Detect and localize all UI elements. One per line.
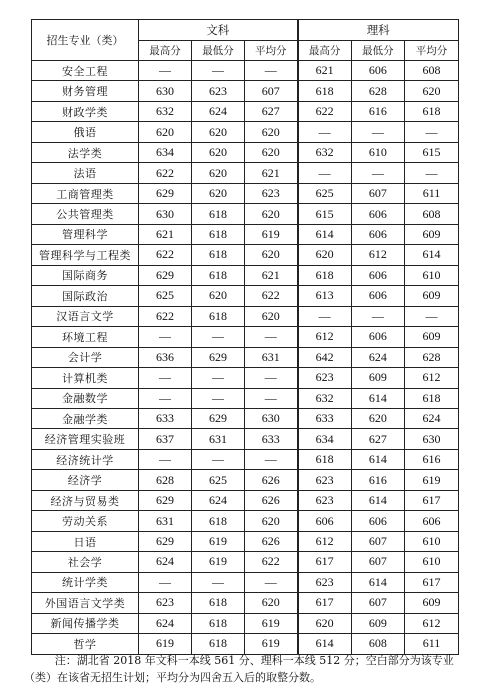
science-max-cell: 623: [298, 368, 352, 388]
science-min-cell: 616: [351, 101, 405, 121]
major-name-cell: 管理科学: [32, 224, 139, 244]
table-row: [32, 81, 459, 101]
arts-min-cell: —: [192, 368, 245, 388]
science-max-cell: 618: [298, 449, 352, 469]
science-min-cell: 620: [351, 408, 405, 428]
table-row: [32, 593, 459, 613]
major-name-cell: 社会学: [32, 552, 139, 572]
arts-max-cell: 622: [139, 163, 192, 183]
arts-min-cell: —: [192, 449, 245, 469]
arts-avg-cell: 620: [245, 245, 298, 265]
table-row: [32, 368, 459, 388]
arts-max-cell: 630: [139, 204, 192, 224]
science-avg-cell: 617: [405, 572, 459, 592]
science-max-cell: 618: [298, 81, 352, 101]
science-max-cell: 620: [298, 613, 352, 633]
arts-max-cell: 632: [139, 101, 192, 121]
science-avg-header: 平均分: [405, 40, 459, 61]
major-name-cell: 金融学类: [32, 408, 139, 428]
science-max-cell: 642: [298, 347, 352, 367]
arts-min-cell: 624: [192, 490, 245, 510]
arts-min-cell: 618: [192, 613, 245, 633]
major-name-cell: 哲学: [32, 634, 139, 654]
arts-min-cell: 618: [192, 224, 245, 244]
arts-avg-cell: —: [245, 572, 298, 592]
science-max-cell: 618: [298, 265, 352, 285]
arts-max-cell: 636: [139, 347, 192, 367]
major-name-cell: 统计学类: [32, 572, 139, 592]
arts-min-cell: 620: [192, 142, 245, 162]
science-avg-cell: 612: [405, 613, 459, 633]
arts-avg-cell: —: [245, 388, 298, 408]
arts-avg-cell: 620: [245, 204, 298, 224]
science-avg-cell: 628: [405, 347, 459, 367]
science-avg-cell: 608: [405, 204, 459, 224]
science-max-cell: 612: [298, 327, 352, 347]
arts-max-cell: 629: [139, 531, 192, 551]
arts-max-cell: 622: [139, 306, 192, 326]
science-min-cell: 612: [351, 245, 405, 265]
science-avg-cell: 630: [405, 429, 459, 449]
science-min-cell: 610: [351, 142, 405, 162]
arts-min-cell: 618: [192, 634, 245, 654]
science-max-cell: 623: [298, 490, 352, 510]
science-min-cell: —: [351, 163, 405, 183]
arts-avg-cell: 620: [245, 306, 298, 326]
arts-min-cell: 631: [192, 429, 245, 449]
arts-avg-cell: 607: [245, 81, 298, 101]
major-name-cell: 法语: [32, 163, 139, 183]
science-avg-cell: —: [405, 306, 459, 326]
science-avg-cell: —: [405, 122, 459, 142]
arts-avg-cell: —: [245, 61, 298, 81]
arts-avg-cell: 620: [245, 142, 298, 162]
table-row: [32, 531, 459, 551]
science-min-cell: 606: [351, 204, 405, 224]
science-avg-cell: 618: [405, 388, 459, 408]
science-min-cell: 608: [351, 634, 405, 654]
arts-max-cell: 624: [139, 613, 192, 633]
science-max-cell: 632: [298, 388, 352, 408]
science-min-cell: 607: [351, 593, 405, 613]
arts-min-cell: 618: [192, 204, 245, 224]
science-avg-cell: 608: [405, 61, 459, 81]
arts-min-cell: 620: [192, 286, 245, 306]
science-min-cell: 607: [351, 531, 405, 551]
science-min-cell: 614: [351, 388, 405, 408]
arts-max-cell: —: [139, 388, 192, 408]
arts-max-cell: 619: [139, 634, 192, 654]
science-max-cell: 614: [298, 224, 352, 244]
science-max-cell: 622: [298, 101, 352, 121]
arts-min-cell: —: [192, 388, 245, 408]
science-min-cell: 616: [351, 470, 405, 490]
science-min-header: 最低分: [351, 40, 405, 61]
science-min-cell: 627: [351, 429, 405, 449]
science-max-cell: 615: [298, 204, 352, 224]
admission-scores-table: [31, 19, 459, 655]
major-name-cell: 经济与贸易类: [32, 490, 139, 510]
arts-min-cell: —: [192, 61, 245, 81]
arts-min-cell: —: [192, 572, 245, 592]
header-group-row: [32, 20, 459, 41]
arts-avg-cell: 619: [245, 224, 298, 244]
arts-avg-cell: 627: [245, 101, 298, 121]
table-row: [32, 101, 459, 121]
science-max-cell: 634: [298, 429, 352, 449]
arts-min-cell: 618: [192, 245, 245, 265]
science-avg-cell: 614: [405, 245, 459, 265]
arts-avg-cell: 620: [245, 593, 298, 613]
arts-max-cell: 620: [139, 122, 192, 142]
table-row: [32, 306, 459, 326]
science-max-cell: 633: [298, 408, 352, 428]
major-name-cell: 经济统计学: [32, 449, 139, 469]
arts-avg-cell: 621: [245, 265, 298, 285]
major-name-cell: 新闻传播学类: [32, 613, 139, 633]
arts-group-header: 文科: [139, 20, 298, 41]
arts-min-cell: 624: [192, 101, 245, 121]
table-body: [32, 61, 459, 655]
science-min-cell: 606: [351, 511, 405, 531]
science-avg-cell: 609: [405, 286, 459, 306]
arts-min-cell: 620: [192, 122, 245, 142]
science-min-cell: 628: [351, 81, 405, 101]
science-min-cell: 614: [351, 449, 405, 469]
major-name-cell: 经济管理实验班: [32, 429, 139, 449]
table-row: [32, 408, 459, 428]
table-row: [32, 224, 459, 244]
science-max-cell: 612: [298, 531, 352, 551]
major-name-cell: 会计学: [32, 347, 139, 367]
science-min-cell: 609: [351, 368, 405, 388]
arts-max-cell: 637: [139, 429, 192, 449]
science-avg-cell: 617: [405, 490, 459, 510]
major-name-cell: 管理科学与工程类: [32, 245, 139, 265]
science-avg-cell: 611: [405, 634, 459, 654]
table-row: [32, 327, 459, 347]
major-name-cell: 俄语: [32, 122, 139, 142]
table-row: [32, 613, 459, 633]
science-max-cell: 613: [298, 286, 352, 306]
arts-max-cell: 629: [139, 490, 192, 510]
science-max-cell: —: [298, 122, 352, 142]
major-name-cell: 国际商务: [32, 265, 139, 285]
science-group-header: 理科: [298, 20, 459, 41]
arts-max-cell: —: [139, 368, 192, 388]
table-row: [32, 429, 459, 449]
major-name-cell: 日语: [32, 531, 139, 551]
arts-min-header: 最低分: [192, 40, 245, 61]
table-row: [32, 490, 459, 510]
arts-avg-cell: 620: [245, 122, 298, 142]
arts-avg-cell: 621: [245, 163, 298, 183]
arts-avg-cell: 622: [245, 552, 298, 572]
science-avg-cell: 606: [405, 511, 459, 531]
arts-min-cell: —: [192, 327, 245, 347]
table-row: [32, 61, 459, 81]
table-row: [32, 449, 459, 469]
major-name-cell: 计算机类: [32, 368, 139, 388]
science-min-cell: 606: [351, 265, 405, 285]
science-avg-cell: 624: [405, 408, 459, 428]
major-name-cell: 劳动关系: [32, 511, 139, 531]
science-max-cell: 623: [298, 572, 352, 592]
arts-avg-cell: 626: [245, 490, 298, 510]
arts-max-cell: —: [139, 449, 192, 469]
arts-max-cell: 633: [139, 408, 192, 428]
arts-avg-cell: 626: [245, 470, 298, 490]
science-min-cell: 606: [351, 224, 405, 244]
table-row: [32, 265, 459, 285]
table-row: [32, 142, 459, 162]
arts-avg-cell: —: [245, 327, 298, 347]
science-max-cell: 623: [298, 470, 352, 490]
arts-max-cell: 624: [139, 552, 192, 572]
table-row: [32, 572, 459, 592]
arts-max-cell: —: [139, 61, 192, 81]
arts-min-cell: 629: [192, 408, 245, 428]
science-min-cell: 606: [351, 327, 405, 347]
major-name-cell: 财政学类: [32, 101, 139, 121]
science-avg-cell: 611: [405, 183, 459, 203]
arts-min-cell: 618: [192, 265, 245, 285]
major-name-cell: 汉语言文学: [32, 306, 139, 326]
arts-min-cell: 618: [192, 511, 245, 531]
arts-avg-header: 平均分: [245, 40, 298, 61]
major-name-cell: 财务管理: [32, 81, 139, 101]
table-row: [32, 511, 459, 531]
science-avg-cell: 610: [405, 265, 459, 285]
science-max-cell: 621: [298, 61, 352, 81]
science-min-cell: —: [351, 122, 405, 142]
arts-max-cell: 631: [139, 511, 192, 531]
arts-avg-cell: 622: [245, 286, 298, 306]
table-row: [32, 163, 459, 183]
major-name-cell: 外国语言文学类: [32, 593, 139, 613]
table-row: [32, 183, 459, 203]
arts-avg-cell: 619: [245, 634, 298, 654]
arts-max-cell: 634: [139, 142, 192, 162]
science-avg-cell: 619: [405, 470, 459, 490]
science-avg-cell: 620: [405, 81, 459, 101]
science-min-cell: —: [351, 306, 405, 326]
arts-avg-cell: 633: [245, 429, 298, 449]
table-row: [32, 470, 459, 490]
table-row: [32, 388, 459, 408]
science-min-cell: 606: [351, 61, 405, 81]
arts-max-header: 最高分: [139, 40, 192, 61]
science-min-cell: 607: [351, 552, 405, 572]
major-name-cell: 国际政治: [32, 286, 139, 306]
arts-avg-cell: 626: [245, 531, 298, 551]
arts-min-cell: 619: [192, 531, 245, 551]
science-min-cell: 624: [351, 347, 405, 367]
science-avg-cell: 612: [405, 368, 459, 388]
arts-min-cell: 620: [192, 183, 245, 203]
science-max-cell: 620: [298, 245, 352, 265]
arts-max-cell: 625: [139, 286, 192, 306]
science-avg-cell: 609: [405, 224, 459, 244]
arts-max-cell: 629: [139, 265, 192, 285]
arts-min-cell: 619: [192, 552, 245, 572]
arts-avg-cell: 630: [245, 408, 298, 428]
major-name-cell: 工商管理类: [32, 183, 139, 203]
arts-max-cell: 630: [139, 81, 192, 101]
table-row: [32, 122, 459, 142]
science-min-cell: 607: [351, 183, 405, 203]
major-name-cell: 法学类: [32, 142, 139, 162]
science-avg-cell: 618: [405, 101, 459, 121]
major-name-cell: 金融数学: [32, 388, 139, 408]
arts-max-cell: 628: [139, 470, 192, 490]
table-row: [32, 286, 459, 306]
science-max-header: 最高分: [298, 40, 352, 61]
table-row: [32, 347, 459, 367]
arts-min-cell: 620: [192, 163, 245, 183]
science-max-cell: 606: [298, 511, 352, 531]
major-name-cell: 经济学: [32, 470, 139, 490]
arts-avg-cell: —: [245, 368, 298, 388]
arts-min-cell: 623: [192, 81, 245, 101]
science-max-cell: 614: [298, 634, 352, 654]
science-max-cell: 617: [298, 593, 352, 613]
table-row: [32, 245, 459, 265]
table-row: [32, 552, 459, 572]
major-name-cell: 公共管理类: [32, 204, 139, 224]
science-min-cell: 609: [351, 613, 405, 633]
science-min-cell: 606: [351, 286, 405, 306]
science-avg-cell: 610: [405, 552, 459, 572]
arts-avg-cell: 623: [245, 183, 298, 203]
arts-min-cell: 618: [192, 593, 245, 613]
arts-max-cell: 623: [139, 593, 192, 613]
arts-max-cell: 629: [139, 183, 192, 203]
science-max-cell: 632: [298, 142, 352, 162]
science-avg-cell: 609: [405, 327, 459, 347]
arts-min-cell: 618: [192, 306, 245, 326]
science-avg-cell: 615: [405, 142, 459, 162]
science-max-cell: 617: [298, 552, 352, 572]
table-row: [32, 204, 459, 224]
arts-avg-cell: 620: [245, 511, 298, 531]
arts-max-cell: 621: [139, 224, 192, 244]
science-max-cell: 625: [298, 183, 352, 203]
arts-max-cell: 622: [139, 245, 192, 265]
science-avg-cell: 609: [405, 593, 459, 613]
arts-avg-cell: —: [245, 449, 298, 469]
arts-min-cell: 629: [192, 347, 245, 367]
science-avg-cell: 616: [405, 449, 459, 469]
major-column-header: 招生专业（类）: [32, 20, 139, 61]
science-avg-cell: 610: [405, 531, 459, 551]
arts-max-cell: —: [139, 572, 192, 592]
arts-min-cell: 625: [192, 470, 245, 490]
footnote: 注：湖北省 2018 年文科一本线 561 分、理科一本线 512 分；空白部分为该专业（类）在该省无招生计划；平均分为四舍五入后的取整分数。: [24, 654, 454, 684]
science-min-cell: 614: [351, 572, 405, 592]
major-name-cell: 安全工程: [32, 61, 139, 81]
science-avg-cell: —: [405, 163, 459, 183]
science-min-cell: 614: [351, 490, 405, 510]
major-name-cell: 环境工程: [32, 327, 139, 347]
arts-avg-cell: 619: [245, 613, 298, 633]
science-max-cell: —: [298, 306, 352, 326]
arts-max-cell: —: [139, 327, 192, 347]
science-max-cell: —: [298, 163, 352, 183]
arts-avg-cell: 631: [245, 347, 298, 367]
